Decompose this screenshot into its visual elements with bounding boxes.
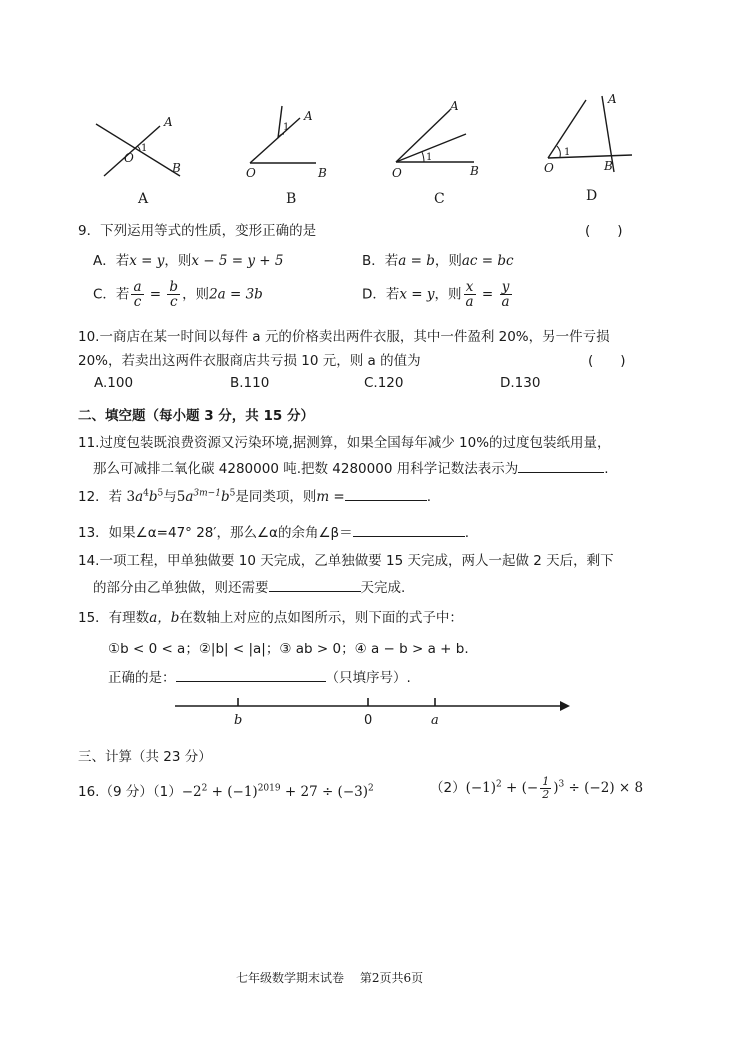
q9-option-a-expr2: x − 5 = y + 5	[191, 253, 284, 269]
fig-c-angle-1: 1	[426, 152, 433, 163]
q9-option-d-mid: ，则	[434, 286, 462, 303]
q15-stem-prefix: 15．有理数	[78, 610, 150, 626]
q9-option-d-expr: x = y	[399, 286, 435, 303]
q14-line2-a: 的部分由乙单独做，则还需要	[93, 580, 269, 596]
fig-b-angle-1: 1	[283, 122, 290, 133]
q9-option-c-mid: ，则	[182, 286, 210, 303]
q15-stem-vars: a，b	[149, 610, 180, 626]
q11-line2	[93, 457, 609, 477]
axis-label-zero: 0	[364, 713, 373, 728]
q15-answer-line	[108, 666, 411, 686]
q9-option-d-frac1	[464, 280, 476, 309]
fig-label-b: B	[286, 191, 297, 207]
q12-end: .	[426, 489, 432, 505]
axis-label-b: b	[234, 713, 243, 728]
q11-answer-blank[interactable]	[518, 460, 604, 473]
fig-label-c: C	[434, 191, 445, 207]
fig-a-point-b: B	[172, 161, 181, 175]
q9-stem: 9．下列运用等式的性质，变形正确的是	[78, 223, 317, 239]
q12-answer-blank[interactable]	[345, 488, 427, 501]
q12-term2: $5a^{3m-1}b^5$	[176, 488, 236, 505]
q10-option-d: D.130	[500, 375, 541, 391]
q9-option-a-mid: ，则	[164, 253, 192, 269]
q9-option-d: D．若x = y，则 $\frac{x}{a}$ = $\frac{y}{a}$	[362, 279, 510, 311]
q12-var: m =	[316, 489, 345, 505]
q9-option-c: C．若 $\frac{a}{c}$ = $\frac{b}{c}$ ，则2a = 3b	[93, 279, 263, 311]
q13	[78, 521, 469, 541]
fig-a-point-a: A	[164, 115, 173, 129]
frac-numerator: b	[169, 279, 179, 295]
q15-answer-prefix: 正确的是：	[108, 670, 176, 686]
q9-option-d-frac2	[500, 280, 512, 309]
q9-option-b-expr: a = b	[398, 253, 435, 269]
fig-d-point-a: A	[608, 92, 617, 106]
q12-suffix: 是同类项，则	[235, 489, 317, 505]
fig-d-point-b: B	[604, 159, 613, 173]
q12-term1: $3a^4b^5$	[126, 488, 164, 505]
axis-label-a: a	[431, 713, 439, 728]
q10-line2: 20%，若卖出这两件衣服商店共亏损 10 元，则 a 的值为	[78, 353, 421, 369]
q15-answer-blank[interactable]	[176, 669, 326, 682]
q9-option-c-prefix: C．若	[93, 286, 130, 303]
q13-text: 13．如果∠α=47° 28′，那么∠α的余角∠β＝	[78, 525, 353, 541]
q11-end: .	[604, 461, 609, 477]
angle-figures	[0, 0, 748, 215]
section-2-title: 二、填空题（每小题 3 分，共 15 分）	[78, 408, 314, 424]
q9-option-a	[93, 249, 284, 269]
q16-expr1: $-2^2 + (-1)^{2019} + 27 \div (-3)^2$	[181, 783, 374, 800]
q16-part2	[430, 776, 643, 801]
frac-numerator: x	[464, 280, 476, 295]
fig-c-point-o: O	[392, 166, 402, 180]
q14-line1: 14.一项工程，甲单独做要 10 天完成，乙单独做要 15 天完成，两人一起做 2 天后，剩下	[78, 553, 614, 569]
fig-d-angle-1: 1	[564, 147, 571, 158]
frac-numerator: a	[133, 279, 142, 295]
q9-option-b-expr2: ac = bc	[461, 253, 514, 269]
q10-option-c: C.120	[364, 375, 404, 391]
q10-option-a: A.100	[94, 375, 134, 391]
q12-mid: 与	[163, 489, 177, 505]
q14-line2-b: 天完成.	[360, 580, 406, 596]
q13-end: .	[464, 525, 469, 541]
q9-option-c-frac1	[131, 280, 143, 309]
frac-denominator: c	[169, 294, 178, 311]
q16-expr2: $(-1)^2$ + (− $\frac{1}{2}$ )$^3$ ÷ (−2) × 8	[465, 775, 644, 801]
fig-d-point-o: O	[544, 161, 554, 175]
q10-line1: 10.一商店在某一时间以每件 a 元的价格卖出两件衣服，其中一件盈利 20%，另一件亏损	[78, 329, 610, 345]
q9-option-b-mid: ，则	[434, 253, 462, 269]
q10-option-b: B.110	[230, 375, 270, 391]
fig-label-d: D	[586, 188, 598, 204]
q15-stem	[78, 606, 463, 626]
q9-option-c-frac2	[167, 280, 180, 309]
q12	[78, 485, 431, 505]
fig-a-angle-1: 1	[141, 143, 148, 154]
q9-option-a-prefix: A．若	[93, 253, 130, 269]
q9-option-d-prefix: D．若	[362, 286, 400, 303]
fig-c-point-a: A	[450, 99, 459, 113]
q12-prefix: 12．若	[78, 489, 123, 505]
fig-b-point-b: B	[318, 166, 327, 180]
page-footer: 七年级数学期末试卷 第2页共6页	[236, 971, 424, 985]
q9-option-b-prefix: B．若	[362, 253, 399, 269]
q15-number-line	[170, 692, 580, 732]
frac-denominator: a	[465, 294, 474, 311]
q13-answer-blank[interactable]	[353, 524, 465, 537]
q16-prefix: 16.（9 分）（1）	[78, 784, 182, 800]
q9-option-b	[362, 249, 514, 269]
q9-paren: ( )	[585, 223, 623, 239]
q16-part2-prefix: （2）	[430, 780, 466, 796]
q14-answer-blank[interactable]	[269, 579, 361, 592]
q15-items: ①b < 0 < a；②|b| < |a|；③ ab > 0；④ a − b > a + b.	[108, 641, 469, 657]
frac-denominator: a	[501, 294, 510, 311]
q10-paren: ( )	[588, 353, 626, 369]
fig-b-point-o: O	[246, 166, 256, 180]
fig-b-point-a: A	[304, 109, 313, 123]
q9-option-a-expr: x = y	[129, 253, 165, 269]
q15-stem-rest: 在数轴上对应的点如图所示，则下面的式子中：	[179, 610, 463, 626]
q11-line2-text: 那么可减排二氧化碳 4280000 吨.把数 4280000 用科学记数法表示为	[93, 461, 519, 477]
section-3-title: 三、计算（共 23 分）	[78, 749, 212, 765]
q11-line1: 11.过度包装既浪费资源又污染环境,据测算，如果全国每年减少 10%的过度包装纸用量，	[78, 435, 611, 451]
fig-label-a: A	[138, 191, 149, 207]
q9-option-c-expr2: 2a = 3b	[209, 286, 263, 303]
frac-numerator: y	[500, 280, 512, 295]
q14-line2	[93, 576, 405, 596]
frac-denominator: c	[133, 294, 142, 311]
fig-c-point-b: B	[470, 164, 479, 178]
q15-answer-suffix: （只填序号）.	[325, 670, 411, 686]
fig-a-point-o: O	[124, 151, 134, 165]
q16-part1	[78, 780, 374, 800]
